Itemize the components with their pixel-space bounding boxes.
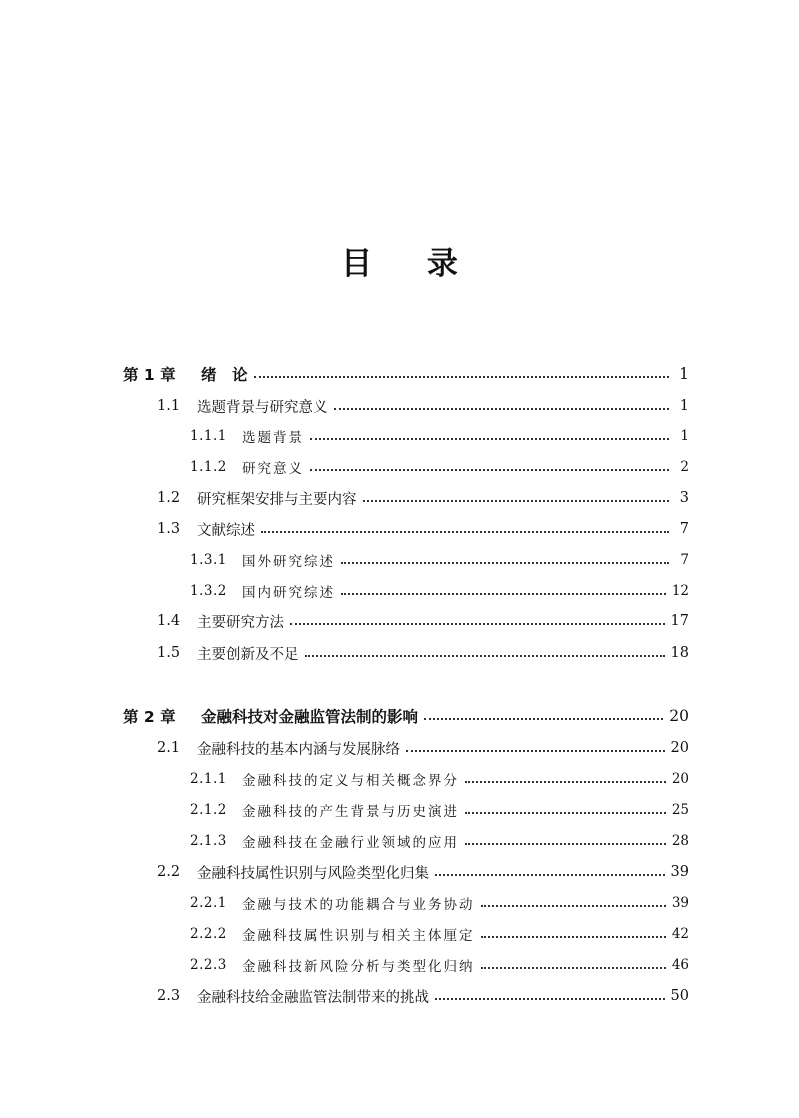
toc-text: 绪 论 <box>201 366 248 384</box>
toc-page: 46 <box>671 957 689 973</box>
toc-text: 国外研究综述 <box>242 554 335 570</box>
dot-leader <box>481 965 666 969</box>
toc-entry[interactable] <box>0 704 799 728</box>
toc-number: 第 1 章 <box>123 366 176 384</box>
toc-text: 主要研究方法 <box>197 614 284 631</box>
toc-number: 2.2.3 <box>190 957 227 973</box>
toc-entry[interactable] <box>0 798 799 822</box>
toc-page: 3 <box>679 490 689 506</box>
toc-number: 1.1.2 <box>190 459 227 475</box>
toc-text: 国内研究综述 <box>242 585 335 601</box>
toc-page: 20 <box>669 707 689 725</box>
toc-number: 2.1.3 <box>190 833 227 849</box>
toc-text: 研究意义 <box>242 461 304 477</box>
toc-page: 1 <box>679 398 689 414</box>
toc-text: 选题背景与研究意义 <box>197 399 328 416</box>
toc-text: 金融科技对金融监管法制的影响 <box>201 708 419 726</box>
toc-entry[interactable] <box>0 517 799 541</box>
toc-number: 1.5 <box>157 645 181 661</box>
toc-number: 1.3.2 <box>190 583 227 599</box>
dot-leader <box>341 591 666 595</box>
toc-entry[interactable] <box>0 579 799 603</box>
toc-text: 文献综述 <box>197 522 255 539</box>
dot-leader <box>261 529 669 533</box>
toc-entry[interactable] <box>0 548 799 572</box>
toc-text: 研究框架安排与主要内容 <box>197 491 357 508</box>
page-title: 目 录 <box>341 246 480 282</box>
toc-page: 20 <box>671 771 689 787</box>
toc-page: 1 <box>680 428 689 444</box>
dot-leader <box>481 934 666 938</box>
toc-number: 1.3 <box>157 521 181 537</box>
toc-entry[interactable] <box>0 362 799 386</box>
toc-text: 金融科技的定义与相关概念界分 <box>242 773 459 789</box>
toc-page: 50 <box>670 988 689 1004</box>
toc-page: 12 <box>671 583 689 599</box>
toc-entry[interactable] <box>0 641 799 665</box>
dot-leader <box>481 903 666 907</box>
toc-number: 1.2 <box>157 490 181 506</box>
toc-page: 42 <box>671 926 689 942</box>
toc-text: 金融科技在金融行业领域的应用 <box>242 835 459 851</box>
toc-entry[interactable] <box>0 424 799 448</box>
dot-leader <box>254 374 669 378</box>
toc-entry[interactable] <box>0 455 799 479</box>
dot-leader <box>341 560 669 564</box>
toc-text: 金融科技给金融监管法制带来的挑战 <box>197 989 429 1006</box>
toc-page: 25 <box>671 802 689 818</box>
dot-leader <box>435 872 665 876</box>
toc-page: 7 <box>679 521 689 537</box>
dot-leader <box>406 748 665 752</box>
dot-leader <box>465 779 666 783</box>
dot-leader <box>334 406 670 410</box>
dot-leader <box>465 810 666 814</box>
toc-number: 2.2.2 <box>190 926 227 942</box>
toc-page: 7 <box>680 552 689 568</box>
toc-entry[interactable] <box>0 922 799 946</box>
toc-number: 1.4 <box>157 613 181 629</box>
toc-number: 2.2 <box>157 864 181 880</box>
toc-text: 金融科技的基本内涵与发展脉络 <box>197 741 400 758</box>
toc-page: 18 <box>670 645 689 661</box>
toc-page: 39 <box>670 864 689 880</box>
toc-text: 金融科技新风险分析与类型化归纳 <box>242 959 475 975</box>
toc-entry[interactable] <box>0 953 799 977</box>
toc-entry[interactable] <box>0 891 799 915</box>
toc-page: 2 <box>680 459 689 475</box>
dot-leader <box>290 621 665 625</box>
dot-leader <box>305 653 665 657</box>
toc-number: 2.1.2 <box>190 802 227 818</box>
toc-entry[interactable] <box>0 767 799 791</box>
toc-text: 金融科技属性识别与风险类型化归集 <box>197 865 429 882</box>
dot-leader <box>363 498 670 502</box>
toc-text: 金融科技属性识别与相关主体厘定 <box>242 928 475 944</box>
toc-number: 2.2.1 <box>190 895 227 911</box>
toc-text: 金融与技术的功能耦合与业务协动 <box>242 897 475 913</box>
toc-page: 1 <box>679 365 689 383</box>
toc-entry[interactable] <box>0 609 799 633</box>
toc-entry[interactable] <box>0 860 799 884</box>
dot-leader <box>424 716 663 720</box>
toc-text: 选题背景 <box>242 430 304 446</box>
toc-number: 2.1 <box>157 740 181 756</box>
toc-number: 1.3.1 <box>190 552 227 568</box>
dot-leader <box>310 467 669 471</box>
toc-entry[interactable] <box>0 984 799 1008</box>
toc-text: 主要创新及不足 <box>197 646 299 663</box>
toc-number: 第 2 章 <box>123 708 176 726</box>
dot-leader <box>465 841 666 845</box>
toc-entry[interactable] <box>0 736 799 760</box>
toc-page: 17 <box>670 613 689 629</box>
toc-number: 2.3 <box>157 988 181 1004</box>
toc-entry[interactable] <box>0 486 799 510</box>
toc-number: 1.1 <box>157 398 181 414</box>
toc-page: 20 <box>670 740 689 756</box>
toc-entry[interactable] <box>0 394 799 418</box>
toc-number: 2.1.1 <box>190 771 227 787</box>
toc-page: 28 <box>671 833 689 849</box>
dot-leader <box>435 996 665 1000</box>
toc-page: 39 <box>671 895 689 911</box>
dot-leader <box>310 436 669 440</box>
toc-number: 1.1.1 <box>190 428 227 444</box>
toc-entry[interactable] <box>0 829 799 853</box>
toc-text: 金融科技的产生背景与历史演进 <box>242 804 459 820</box>
